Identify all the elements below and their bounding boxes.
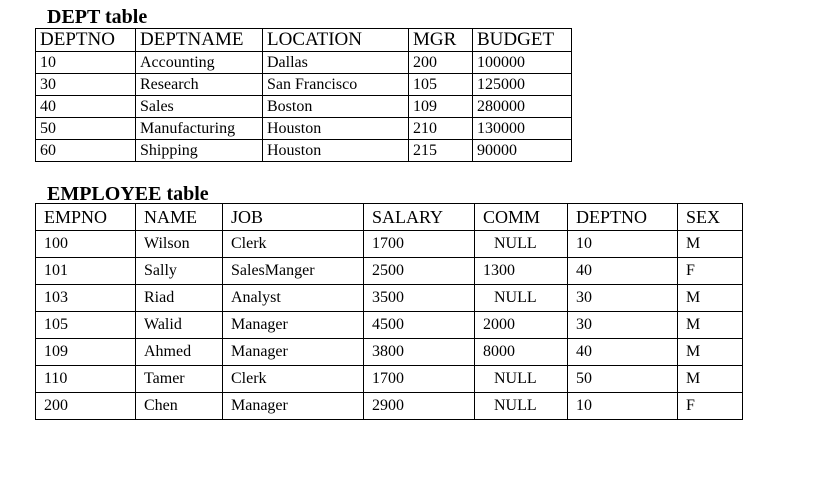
employee-cell-name: Riad	[136, 285, 223, 312]
dept-cell-deptno: 50	[36, 118, 136, 140]
dept-cell-mgr: 215	[409, 140, 473, 162]
dept-cell-budget: 280000	[473, 96, 572, 118]
dept-cell-location: Houston	[263, 118, 409, 140]
employee-cell-name: Tamer	[136, 366, 223, 393]
dept-cell-deptname: Accounting	[136, 52, 263, 74]
employee-cell-sex: M	[678, 231, 743, 258]
dept-cell-deptno: 10	[36, 52, 136, 74]
dept-cell-budget: 125000	[473, 74, 572, 96]
employee-cell-deptno: 30	[568, 285, 678, 312]
dept-table-header	[36, 29, 572, 52]
employee-cell-deptno: 30	[568, 312, 678, 339]
employee-cell-empno: 101	[36, 258, 136, 285]
employee-cell-deptno: 10	[568, 231, 678, 258]
employee-cell-empno: 200	[36, 393, 136, 420]
employee-cell-sex: M	[678, 339, 743, 366]
employee-cell-sex: M	[678, 366, 743, 393]
employee-cell-deptno: 40	[568, 258, 678, 285]
employee-cell-job: Clerk	[223, 231, 364, 258]
employee-table-row	[36, 339, 743, 366]
dept-cell-mgr: 210	[409, 118, 473, 140]
dept-table-row	[36, 118, 572, 140]
employee-header-row	[36, 204, 743, 231]
employee-cell-salary: 1700	[364, 231, 475, 258]
employee-cell-salary: 3800	[364, 339, 475, 366]
employee-table-row	[36, 312, 743, 339]
employee-header-sex: SEX	[678, 204, 743, 231]
employee-header-name: NAME	[136, 204, 223, 231]
employee-cell-sex: M	[678, 312, 743, 339]
dept-header-location: LOCATION	[263, 29, 409, 52]
employee-cell-salary: 4500	[364, 312, 475, 339]
dept-cell-deptno: 40	[36, 96, 136, 118]
employee-header-deptno: DEPTNO	[568, 204, 678, 231]
employee-cell-name: Wilson	[136, 231, 223, 258]
employee-cell-salary: 2900	[364, 393, 475, 420]
employee-table-body	[36, 231, 743, 420]
dept-cell-mgr: 105	[409, 74, 473, 96]
employee-cell-job: SalesManger	[223, 258, 364, 285]
employee-cell-salary: 2500	[364, 258, 475, 285]
employee-cell-job: Manager	[223, 393, 364, 420]
dept-cell-budget: 90000	[473, 140, 572, 162]
dept-cell-location: Dallas	[263, 52, 409, 74]
employee-cell-deptno: 10	[568, 393, 678, 420]
employee-cell-comm: 8000	[475, 339, 568, 366]
employee-table-row	[36, 393, 743, 420]
employee-header-job: JOB	[223, 204, 364, 231]
employee-cell-comm: NULL	[475, 285, 568, 312]
employee-cell-sex: F	[678, 393, 743, 420]
employee-cell-empno: 109	[36, 339, 136, 366]
employee-cell-job: Manager	[223, 339, 364, 366]
employee-cell-job: Clerk	[223, 366, 364, 393]
dept-table-row	[36, 96, 572, 118]
employee-cell-comm: 1300	[475, 258, 568, 285]
employee-cell-sex: M	[678, 285, 743, 312]
employee-cell-name: Ahmed	[136, 339, 223, 366]
dept-header-deptname: DEPTNAME	[136, 29, 263, 52]
employee-table-row	[36, 231, 743, 258]
dept-cell-location: Houston	[263, 140, 409, 162]
employee-cell-deptno: 40	[568, 339, 678, 366]
employee-cell-comm: NULL	[475, 366, 568, 393]
dept-cell-budget: 130000	[473, 118, 572, 140]
employee-cell-comm: NULL	[475, 231, 568, 258]
dept-header-row	[36, 29, 572, 52]
dept-cell-mgr: 200	[409, 52, 473, 74]
dept-cell-deptname: Research	[136, 74, 263, 96]
dept-header-deptno: DEPTNO	[36, 29, 136, 52]
employee-cell-empno: 110	[36, 366, 136, 393]
dept-table-body	[36, 52, 572, 162]
employee-cell-empno: 100	[36, 231, 136, 258]
dept-cell-location: San Francisco	[263, 74, 409, 96]
employee-cell-empno: 103	[36, 285, 136, 312]
dept-cell-deptno: 60	[36, 140, 136, 162]
employee-header-empno: EMPNO	[36, 204, 136, 231]
employee-header-comm: COMM	[475, 204, 568, 231]
employee-header-salary: SALARY	[364, 204, 475, 231]
dept-cell-location: Boston	[263, 96, 409, 118]
employee-table-header	[36, 204, 743, 231]
employee-table-caption: EMPLOYEE table	[47, 183, 209, 205]
employee-cell-name: Chen	[136, 393, 223, 420]
dept-cell-mgr: 109	[409, 96, 473, 118]
employee-cell-salary: 1700	[364, 366, 475, 393]
employee-table-row	[36, 258, 743, 285]
employee-cell-empno: 105	[36, 312, 136, 339]
dept-header-budget: BUDGET	[473, 29, 572, 52]
dept-cell-budget: 100000	[473, 52, 572, 74]
dept-cell-deptno: 30	[36, 74, 136, 96]
employee-cell-comm: 2000	[475, 312, 568, 339]
employee-cell-sex: F	[678, 258, 743, 285]
employee-cell-name: Sally	[136, 258, 223, 285]
employee-table-row	[36, 366, 743, 393]
employee-cell-deptno: 50	[568, 366, 678, 393]
dept-cell-deptname: Sales	[136, 96, 263, 118]
dept-table-row	[36, 74, 572, 96]
dept-table	[35, 28, 572, 162]
employee-cell-comm: NULL	[475, 393, 568, 420]
dept-cell-deptname: Manufacturing	[136, 118, 263, 140]
dept-cell-deptname: Shipping	[136, 140, 263, 162]
employee-cell-job: Analyst	[223, 285, 364, 312]
dept-table-caption: DEPT table	[47, 6, 148, 28]
dept-header-mgr: MGR	[409, 29, 473, 52]
employee-cell-salary: 3500	[364, 285, 475, 312]
employee-cell-job: Manager	[223, 312, 364, 339]
employee-cell-name: Walid	[136, 312, 223, 339]
employee-table-row	[36, 285, 743, 312]
dept-table-row	[36, 52, 572, 74]
dept-table-row	[36, 140, 572, 162]
employee-table	[35, 203, 743, 420]
